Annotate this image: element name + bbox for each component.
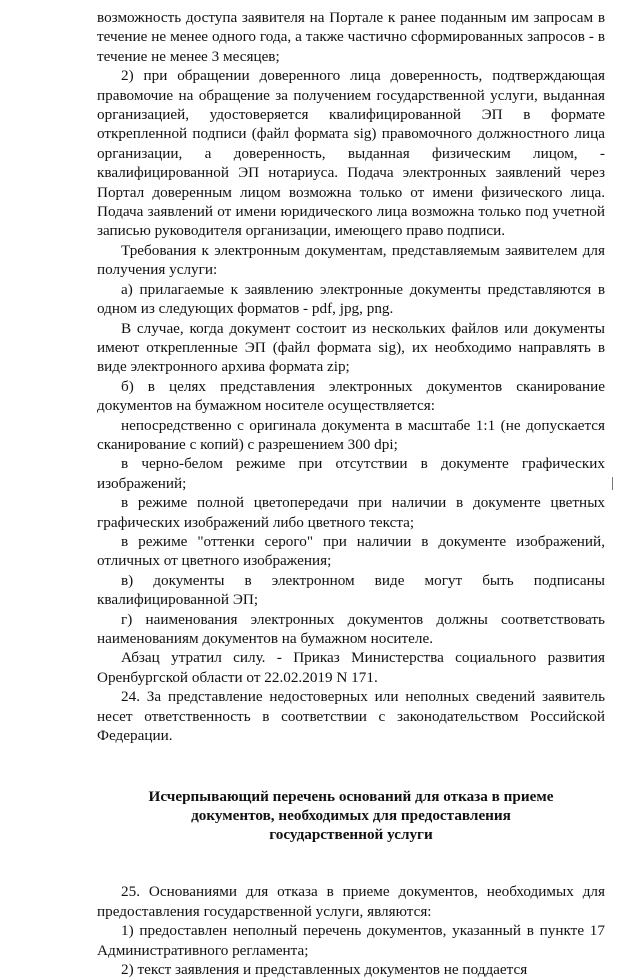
paragraph-item-24: 24. За представление недостоверных или неполных сведений заявитель несет ответственность в соответствии с законодательством Российской Федерации. (97, 688, 605, 745)
section-heading (97, 787, 605, 844)
section-heading-line-2: документов, необходимых для предоставления (191, 807, 511, 825)
paragraph-zip-archive: В случае, когда документ состоит из нескольких файлов или документы имеют открепленные ЭП (файл формата sig), их необходимо направлять в виде электронного архива формата zip; (97, 319, 605, 376)
paragraph-item-25-1: 1) предоставлен неполный перечень документов, указанный в пункте 17 Административного регламента; (97, 922, 605, 959)
document-page (97, 8, 605, 979)
paragraph-repealed-note: Абзац утратил силу. - Приказ Министерства социального развития Оренбургской области от 22.02.2019 N 171. (97, 649, 605, 686)
paragraph-scan-bw: в черно-белом режиме при отсутствии в документе графических изображений; (97, 455, 605, 492)
paragraph-scan-original: непосредственно с оригинала документа в масштабе 1:1 (не допускается сканирование с копий) с разрешением 300 dpi; (97, 416, 605, 453)
paragraph-item-b: б) в целях представления электронных документов сканирование документов на бумажном носителе осуществляется: (97, 377, 605, 415)
paragraph-item-v: в) документы в электронном виде могут быть подписаны квалифицированной ЭП; (97, 571, 605, 609)
paragraph-item-2: 2) при обращении доверенного лица доверенность, подтверждающая правомочие на обращение за получением государственной услуги, выданная организацией, удостоверяется квалифицированной ЭП в формате открепленной подписи (файл формата sig) правомочного должностного лица организации, а доверенность, выданная физическим лицом, - квалифицированной ЭП нотариуса. Подача электронных заявлений через Портал доверенным лицом возможна только от имени физического лица. Подача заявлений от имени юридического лица возможна только под учетной записью руководителя организации, имеющего право подписи. (97, 67, 605, 240)
paragraph-portal-access: возможность доступа заявителя на Портале к ранее поданным им запросам в течение не менее одного года, а также частично сформированных запросов - в течение не менее 3 месяцев; (97, 9, 605, 65)
paragraph-item-a: а) прилагаемые к заявлению электронные документы представляются в одном из следующих форматов - pdf, jpg, png. (97, 280, 605, 318)
margin-mark (612, 477, 613, 490)
paragraph-item-g: г) наименования электронных документов должны соответствовать наименованиям документов на бумажном носителе. (97, 610, 605, 647)
section-heading-line-3: государственной услуги (269, 826, 433, 844)
paragraph-item-25-2: 2) текст заявления и представленных документов не поддается (121, 961, 528, 979)
paragraph-requirements-intro: Требования к электронным документам, представляемым заявителем для получения услуги: (97, 241, 605, 279)
paragraph-scan-color: в режиме полной цветопередачи при наличии в документе цветных графических изображений либо цветного текста; (97, 494, 605, 531)
paragraph-item-25: 25. Основаниями для отказа в приеме документов, необходимых для предоставления государственной услуги, являются: (97, 883, 605, 920)
section-heading-line-1: Исчерпывающий перечень оснований для отказа в приеме (148, 788, 554, 806)
paragraph-scan-grayscale: в режиме "оттенки серого" при наличии в документе изображений, отличных от цветного изображения; (97, 532, 605, 570)
